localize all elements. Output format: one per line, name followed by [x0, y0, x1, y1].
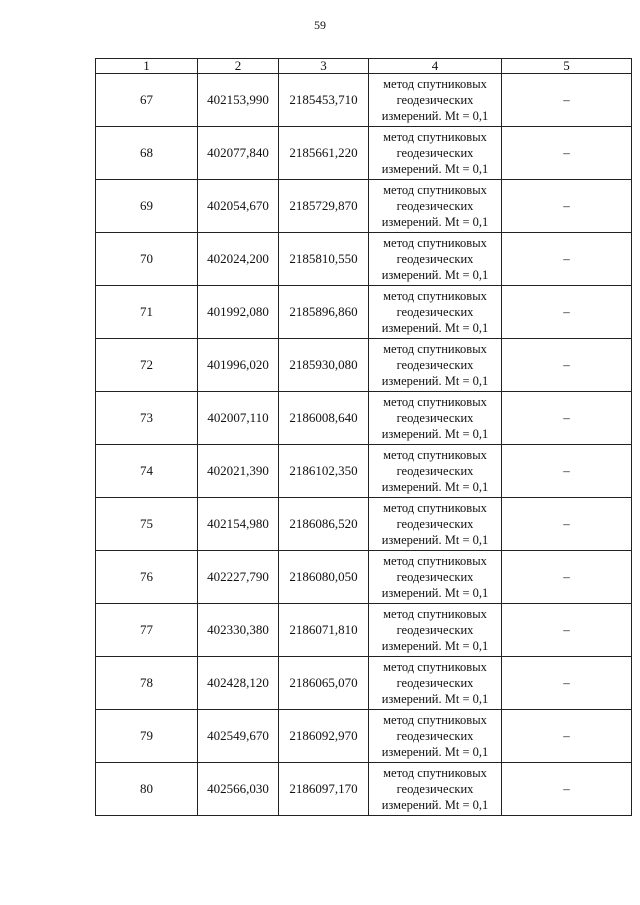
x-coordinate-cell: 402330,380 — [198, 604, 279, 657]
header-col-3: 3 — [279, 59, 369, 74]
table-row — [96, 233, 632, 286]
coordinates-table — [95, 58, 632, 816]
x-coordinate-cell: 402549,670 — [198, 710, 279, 763]
note-cell: – — [502, 551, 632, 604]
point-number-cell: 68 — [96, 127, 198, 180]
y-coordinate-cell: 2185930,080 — [279, 339, 369, 392]
y-coordinate-cell: 2186092,970 — [279, 710, 369, 763]
point-number-cell: 69 — [96, 180, 198, 233]
note-cell: – — [502, 657, 632, 710]
point-number-cell: 67 — [96, 74, 198, 127]
point-number-cell: 74 — [96, 445, 198, 498]
table-header — [96, 59, 632, 74]
table-row — [96, 127, 632, 180]
x-coordinate-cell: 402154,980 — [198, 498, 279, 551]
note-cell: – — [502, 127, 632, 180]
header-col-1: 1 — [96, 59, 198, 74]
method-cell: метод спутниковых геодезических измерений. Mt = 0,1 — [369, 551, 502, 604]
note-cell: – — [502, 180, 632, 233]
method-cell: метод спутниковых геодезических измерений. Mt = 0,1 — [369, 498, 502, 551]
method-cell: метод спутниковых геодезических измерений. Mt = 0,1 — [369, 392, 502, 445]
table-row — [96, 604, 632, 657]
method-cell: метод спутниковых геодезических измерений. Mt = 0,1 — [369, 710, 502, 763]
point-number-cell: 75 — [96, 498, 198, 551]
header-col-4: 4 — [369, 59, 502, 74]
table-body — [96, 74, 632, 816]
table-row — [96, 763, 632, 816]
point-number-cell: 70 — [96, 233, 198, 286]
method-cell: метод спутниковых геодезических измерений. Mt = 0,1 — [369, 233, 502, 286]
method-cell: метод спутниковых геодезических измерений. Mt = 0,1 — [369, 763, 502, 816]
y-coordinate-cell: 2185810,550 — [279, 233, 369, 286]
table-row — [96, 392, 632, 445]
x-coordinate-cell: 402024,200 — [198, 233, 279, 286]
method-cell: метод спутниковых геодезических измерений. Mt = 0,1 — [369, 604, 502, 657]
header-col-2: 2 — [198, 59, 279, 74]
x-coordinate-cell: 402021,390 — [198, 445, 279, 498]
table-row — [96, 498, 632, 551]
x-coordinate-cell: 402077,840 — [198, 127, 279, 180]
method-cell: метод спутниковых геодезических измерений. Mt = 0,1 — [369, 657, 502, 710]
table-row — [96, 286, 632, 339]
y-coordinate-cell: 2186080,050 — [279, 551, 369, 604]
note-cell: – — [502, 286, 632, 339]
page-number: 59 — [314, 18, 326, 32]
point-number-cell: 71 — [96, 286, 198, 339]
y-coordinate-cell: 2186071,810 — [279, 604, 369, 657]
table-row — [96, 551, 632, 604]
y-coordinate-cell: 2185661,220 — [279, 127, 369, 180]
method-cell: метод спутниковых геодезических измерений. Mt = 0,1 — [369, 286, 502, 339]
note-cell: – — [502, 604, 632, 657]
point-number-cell: 79 — [96, 710, 198, 763]
x-coordinate-cell: 401996,020 — [198, 339, 279, 392]
note-cell: – — [502, 498, 632, 551]
x-coordinate-cell: 402428,120 — [198, 657, 279, 710]
note-cell: – — [502, 763, 632, 816]
x-coordinate-cell: 402153,990 — [198, 74, 279, 127]
point-number-cell: 73 — [96, 392, 198, 445]
method-cell: метод спутниковых геодезических измерений. Mt = 0,1 — [369, 127, 502, 180]
y-coordinate-cell: 2186102,350 — [279, 445, 369, 498]
note-cell: – — [502, 74, 632, 127]
point-number-cell: 76 — [96, 551, 198, 604]
y-coordinate-cell: 2185896,860 — [279, 286, 369, 339]
point-number-cell: 78 — [96, 657, 198, 710]
note-cell: – — [502, 392, 632, 445]
y-coordinate-cell: 2186008,640 — [279, 392, 369, 445]
table-row — [96, 445, 632, 498]
y-coordinate-cell: 2185729,870 — [279, 180, 369, 233]
table-row — [96, 710, 632, 763]
note-cell: – — [502, 339, 632, 392]
x-coordinate-cell: 402227,790 — [198, 551, 279, 604]
y-coordinate-cell: 2185453,710 — [279, 74, 369, 127]
method-cell: метод спутниковых геодезических измерений. Mt = 0,1 — [369, 339, 502, 392]
note-cell: – — [502, 233, 632, 286]
y-coordinate-cell: 2186086,520 — [279, 498, 369, 551]
point-number-cell: 77 — [96, 604, 198, 657]
method-cell: метод спутниковых геодезических измерений. Mt = 0,1 — [369, 74, 502, 127]
method-cell: метод спутниковых геодезических измерений. Mt = 0,1 — [369, 445, 502, 498]
header-col-5: 5 — [502, 59, 632, 74]
note-cell: – — [502, 445, 632, 498]
table-row — [96, 180, 632, 233]
point-number-cell: 72 — [96, 339, 198, 392]
x-coordinate-cell: 402007,110 — [198, 392, 279, 445]
y-coordinate-cell: 2186065,070 — [279, 657, 369, 710]
method-cell: метод спутниковых геодезических измерений. Mt = 0,1 — [369, 180, 502, 233]
y-coordinate-cell: 2186097,170 — [279, 763, 369, 816]
x-coordinate-cell: 401992,080 — [198, 286, 279, 339]
point-number-cell: 80 — [96, 763, 198, 816]
note-cell: – — [502, 710, 632, 763]
x-coordinate-cell: 402054,670 — [198, 180, 279, 233]
table-row — [96, 74, 632, 127]
table-row — [96, 657, 632, 710]
header-row — [96, 59, 632, 74]
table-row — [96, 339, 632, 392]
x-coordinate-cell: 402566,030 — [198, 763, 279, 816]
